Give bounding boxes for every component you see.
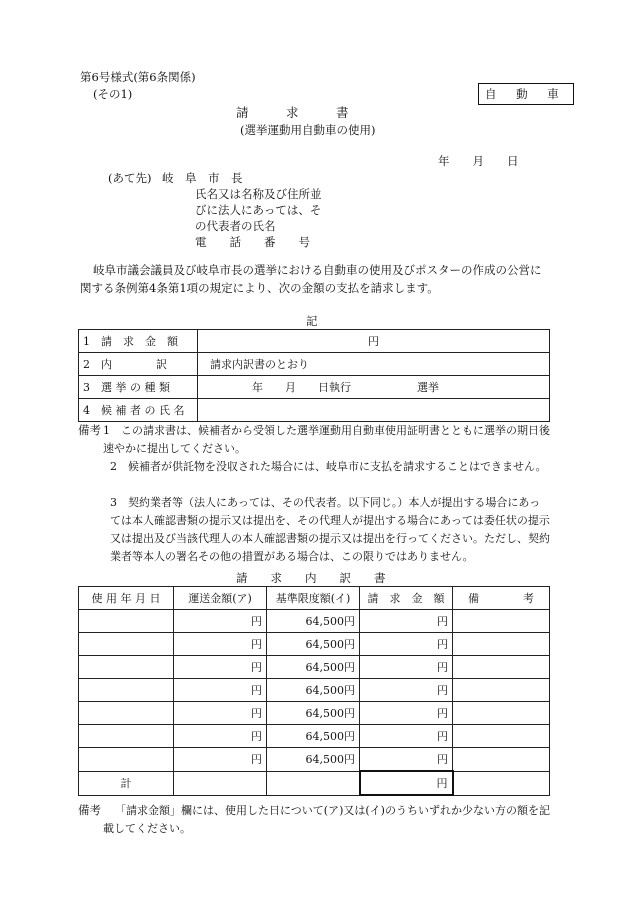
detail-title: 請 求 内 訳 書	[236, 571, 386, 585]
cell-remarks[interactable]	[453, 748, 550, 772]
ki-label: 記	[306, 314, 318, 328]
summary-label: 3 選 挙 の 種 類	[79, 376, 198, 399]
table-row	[79, 633, 550, 656]
footnote-label: 備考	[78, 803, 101, 817]
cell-limit: 64,500円	[267, 610, 360, 633]
summary-value[interactable]: 年 月 日執行 選挙	[198, 376, 550, 399]
cell-limit: 64,500円	[267, 725, 360, 748]
cell-fare[interactable]: 円	[174, 656, 267, 679]
footnote-text: 「請求金額」欄には、使用した日について(ア)又は(イ)のうちいずれか少ない方の額を記載してください。	[103, 804, 550, 835]
summary-value[interactable]	[198, 399, 550, 422]
form-part: (その1)	[93, 87, 133, 101]
cell-limit: 64,500円	[267, 702, 360, 725]
cell-fare[interactable]: 円	[174, 679, 267, 702]
date-line: 年 月 日	[438, 154, 519, 168]
table-row	[79, 725, 550, 748]
cell-date[interactable]	[79, 633, 174, 656]
cell-amount[interactable]: 円	[360, 725, 453, 748]
summary-label: 4 候 補 者 の 氏 名	[79, 399, 198, 422]
cell-date[interactable]	[79, 679, 174, 702]
cell-limit: 64,500円	[267, 656, 360, 679]
cell-amount[interactable]: 円	[360, 633, 453, 656]
to-name: 岐 阜 市 長	[162, 171, 243, 185]
body-line2: 関する条例第4条第1項の規定により、次の金額の支払を請求します。	[80, 281, 439, 295]
cell-amount[interactable]: 円	[360, 702, 453, 725]
cell-date[interactable]	[79, 725, 174, 748]
summary-table	[78, 329, 550, 422]
remark-item-2: 2 候補者が供託物を没収された場合には、岐阜市に支払を請求することはできません。	[110, 460, 547, 473]
cell-amount[interactable]: 円	[360, 748, 453, 772]
col-fare-header: 運送金額(ア)	[174, 587, 267, 610]
cell-remarks[interactable]	[453, 656, 550, 679]
applicant-name-line2: びに法人にあっては、そ	[195, 203, 322, 217]
summary-label: 2 内 訳	[79, 353, 198, 376]
summary-label: 1 請 求 金 額	[79, 330, 198, 353]
cell-date[interactable]	[79, 702, 174, 725]
document-subtitle: (選挙運動用自動車の使用)	[240, 123, 376, 137]
total-label: 計	[79, 771, 174, 795]
col-remarks-header: 備 考	[453, 587, 550, 610]
col-date-header: 使 用 年 月 日	[79, 587, 174, 610]
total-remarks	[453, 771, 550, 795]
table-row	[79, 748, 550, 772]
cell-fare[interactable]: 円	[174, 748, 267, 772]
table-row	[79, 353, 550, 376]
summary-value: 請求内訳書のとおり	[198, 353, 550, 376]
total-fare	[174, 771, 267, 795]
form-number: 第6号様式(第6条関係)	[80, 70, 196, 84]
detail-table	[78, 586, 550, 796]
remarks-label: 備考	[78, 423, 101, 437]
cell-date[interactable]	[79, 610, 174, 633]
cell-fare[interactable]: 円	[174, 633, 267, 656]
total-limit	[267, 771, 360, 795]
cell-date[interactable]	[79, 656, 174, 679]
col-amount-header: 請 求 金 額	[360, 587, 453, 610]
table-row	[79, 376, 550, 399]
table-row	[79, 610, 550, 633]
total-row	[79, 771, 550, 795]
cell-remarks[interactable]	[453, 725, 550, 748]
cell-remarks[interactable]	[453, 610, 550, 633]
cell-fare[interactable]: 円	[174, 725, 267, 748]
cell-fare[interactable]: 円	[174, 702, 267, 725]
applicant-name-line3: の代表者の氏名	[195, 219, 276, 233]
table-row	[79, 330, 550, 353]
cell-remarks[interactable]	[453, 633, 550, 656]
remark-item-1: 1 この請求書は、候補者から受領した選挙運動用自動車使用証明書とともに選挙の期日後速やかに提出してください。	[103, 424, 550, 455]
cell-date[interactable]	[79, 748, 174, 772]
table-row	[79, 702, 550, 725]
document-title: 請 求 書	[236, 105, 349, 120]
total-amount[interactable]: 円	[360, 771, 453, 795]
cell-amount[interactable]: 円	[360, 656, 453, 679]
cell-amount[interactable]: 円	[360, 679, 453, 702]
col-limit-header: 基準限度額(イ)	[267, 587, 360, 610]
cell-remarks[interactable]	[453, 679, 550, 702]
body-line1: 岐阜市議会議員及び岐阜市長の選挙における自動車の使用及びポスターの作成の公営に	[93, 263, 542, 277]
summary-value[interactable]: 円	[198, 330, 550, 353]
table-row	[79, 399, 550, 422]
cell-limit: 64,500円	[267, 633, 360, 656]
table-row	[79, 656, 550, 679]
cell-amount[interactable]: 円	[360, 610, 453, 633]
cell-fare[interactable]: 円	[174, 610, 267, 633]
cell-limit: 64,500円	[267, 679, 360, 702]
cell-limit: 64,500円	[267, 748, 360, 772]
cell-remarks[interactable]	[453, 702, 550, 725]
remark-item-3: 3 契約業者等（法人にあっては、その代表者。以下同じ。）本人が提出する場合にあっては本人確認書類の提示又は提出を、その代理人が提出する場合にあっては委任状の提示又は提出及び当該代理人の本人確認書類の提示又は提出を行ってください。ただし、契約業者等本人の署名その他の措置がある場合は、この限りではありません。	[110, 496, 550, 563]
phone-label: 電 話 番 号	[195, 235, 310, 249]
table-row	[79, 679, 550, 702]
applicant-name-line1: 氏名又は名称及び住所並	[195, 187, 322, 201]
table-header-row	[79, 587, 550, 610]
to-label: (あて先)	[108, 171, 152, 185]
vehicle-badge: 自 動 車	[478, 83, 574, 105]
